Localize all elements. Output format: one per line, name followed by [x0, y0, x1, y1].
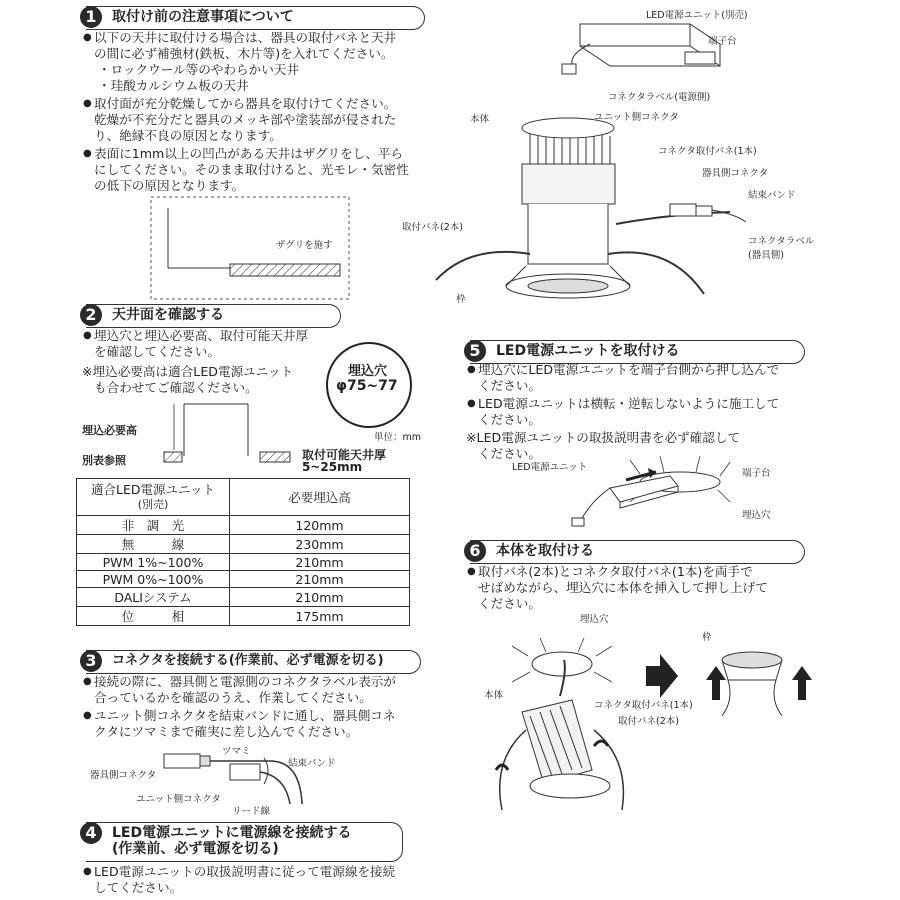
table-cell: 無 線 — [77, 535, 230, 554]
table-cell: 210mm — [230, 554, 410, 571]
fixture-connector-label: 器具側コネクタ — [90, 770, 157, 781]
table-cell: DALIシステム — [77, 588, 230, 607]
table-header-height: 必要埋込高 — [230, 479, 410, 516]
section6-title: 本体を取付ける — [496, 543, 594, 559]
s2-line3: ※埋込必要高は適合LED電源ユニット — [82, 364, 294, 379]
section6-number: 6 — [464, 540, 486, 562]
tsumami-label: ツマミ — [222, 746, 251, 757]
mounting-springs-label: 取付バネ(2本) — [402, 222, 463, 233]
table-header-unit-sub: (別売) — [137, 497, 169, 511]
s6-frame-label: 枠 — [702, 632, 712, 643]
s1-line7: り、絶縁不良の原因となります。 — [94, 128, 282, 143]
table-cell: 210mm — [230, 588, 410, 607]
s5-line1: ● 埋込穴にLED電源ユニットを端子台側から押し込んで — [478, 362, 779, 378]
thickness-label: 取付可能天井厚 — [302, 448, 387, 462]
table-row — [77, 607, 410, 626]
s4-line1: ● LED電源ユニットの取扱説明書に従って電源線を接続 — [94, 864, 395, 880]
table-row — [77, 535, 410, 554]
ceiling-diagram — [160, 398, 300, 470]
unit-label: 単位：mm — [374, 432, 422, 443]
section4-number: 4 — [80, 822, 102, 844]
s2-line1: ● 埋込穴と埋込必要高、取付可能天井厚 — [94, 328, 308, 344]
section1-number: 1 — [80, 6, 102, 28]
unit-side-connector-label: ユニット側コネクタ — [594, 112, 679, 123]
s6-line3: ください。 — [478, 596, 541, 611]
thickness-value: 5~25mm — [302, 460, 363, 474]
table-cell: 位 相 — [77, 607, 230, 626]
s6-connector-spring-label: コネクタ取付バネ(1本) — [594, 700, 693, 711]
psu-connector-label: コネクタラベル(電源側) — [608, 92, 711, 103]
s6-hole-label: 埋込穴 — [580, 614, 609, 625]
section2-number: 2 — [80, 304, 102, 326]
s5-line4: ください。 — [478, 412, 541, 427]
table-cell: PWM 0%~100% — [77, 571, 230, 588]
s1-line8: ● 表面に1mm以上の凹凸がある天井はザグリをし、平ら — [94, 146, 403, 162]
section5-number: 5 — [464, 340, 486, 362]
s6-line1: ● 取付バネ(2本)とコネクタ取付バネ(1本)を両手で — [478, 564, 753, 580]
s1-line4: ・珪酸カルシウム板の天井 — [98, 78, 249, 93]
table-cell: 非 調 光 — [77, 516, 230, 535]
section5-title: LED電源ユニットを取付ける — [496, 343, 680, 359]
s6-body-label: 本体 — [484, 690, 504, 701]
table-row — [77, 571, 410, 588]
s5-line3: ● LED電源ユニットは横転・逆転しないように施工して — [478, 396, 779, 412]
s1-line1: ● 以下の天井に取付ける場合は、器具の取付バネと天井 — [94, 30, 396, 46]
table-ref-label: 別表参照 — [82, 454, 126, 467]
s5-hole-label: 埋込穴 — [742, 510, 771, 521]
s4-line2: してください。 — [94, 880, 183, 895]
table-cell: 120mm — [230, 516, 410, 535]
fixture-exploded-diagram — [430, 4, 830, 314]
section1-title: 取付け前の注意事項について — [112, 9, 294, 25]
required-height-label: 埋込必要高 — [82, 424, 137, 437]
s1-line3: ・ロックウール等のやわらかい天井 — [98, 62, 299, 77]
fixture-connector-label-top: コネクタラベル — [748, 236, 815, 247]
table-header-unit: 適合LED電源ユニット — [91, 481, 215, 497]
section3-title: コネクタを接続する(作業前、必ず電源を切る) — [112, 653, 384, 668]
hole-size: φ75~77 — [336, 378, 398, 394]
psu-label: LED電源ユニット(別売) — [646, 10, 748, 21]
table-cell: PWM 1%~100% — [77, 554, 230, 571]
connector-spring-label: コネクタ取付バネ(1本) — [658, 146, 757, 157]
s1-line9: にしてください。そのまま取付けると、光モレ・気密性 — [94, 162, 409, 177]
binding-band-label: 結束バンド — [748, 190, 796, 201]
s1-line5: ● 取付面が充分乾燥してから器具を取付けてください。 — [94, 96, 396, 112]
s1-line6: 乾燥が不充分だと器具のメッキ部や塗装部が侵された — [94, 112, 397, 127]
s2-line4: も合わせてご確認ください。 — [94, 380, 258, 395]
s3-line1: ● 接続の際に、器具側と電源側のコネクタラベル表示が — [94, 674, 396, 690]
s3-line2: 合っているかを確認のうえ、作業してください。 — [94, 690, 372, 705]
unit-connector-label: ユニット側コネクタ — [136, 794, 221, 805]
s6-springs-label: 取付バネ(2本) — [618, 716, 679, 727]
section4-title: LED電源ユニットに電源線を接続する — [112, 825, 352, 841]
table-row — [77, 588, 410, 607]
section2-title: 天井面を確認する — [112, 307, 224, 323]
table-cell: 175mm — [230, 607, 410, 626]
terminal-label: 端子台 — [708, 36, 737, 47]
frame-label: 枠 — [456, 294, 466, 305]
s2-line2: を確認してください。 — [94, 344, 220, 359]
s3-line4: クタにツマミまで確実に差し込んでください。 — [94, 724, 359, 739]
embed-height-table — [76, 478, 410, 626]
s3-line3: ● ユニット側コネクタを結束バンドに通し、器具側コネ — [94, 708, 396, 724]
s5-psu-label: LED電源ユニット — [512, 462, 588, 473]
zaguri-label: ザグリを施す — [276, 240, 333, 251]
fixture-connector-label-sub: (器具側) — [748, 250, 784, 261]
hole-label: 埋込穴 — [348, 364, 388, 379]
section3-number: 3 — [80, 650, 102, 672]
fixture-side-connector-label: 器具側コネクタ — [702, 168, 769, 179]
table-row — [77, 516, 410, 535]
s5-terminal-label: 端子台 — [742, 468, 771, 479]
body-label: 本体 — [470, 114, 490, 125]
band-label: 結束バンド — [288, 758, 336, 769]
s1-line10: の低下の原因となります。 — [94, 178, 245, 193]
table-cell: 230mm — [230, 535, 410, 554]
s1-line2: の間に必ず補強材(鉄板、木片等)を入れてください。 — [94, 46, 394, 61]
table-cell: 210mm — [230, 571, 410, 588]
s5-line5: ※LED電源ユニットの取扱説明書を必ず確認して — [466, 430, 741, 445]
table-row — [77, 554, 410, 571]
s5-line2: ください。 — [478, 378, 541, 393]
psu-insert-diagram — [560, 452, 760, 532]
s5-line6: ください。 — [478, 446, 541, 461]
s6-line2: せばめながら、埋込穴に本体を挿入して押し上げて — [478, 580, 768, 595]
lead-wire-label: リード線 — [232, 806, 271, 817]
section4-subtitle: (作業前、必ず電源を切る) — [112, 841, 279, 857]
